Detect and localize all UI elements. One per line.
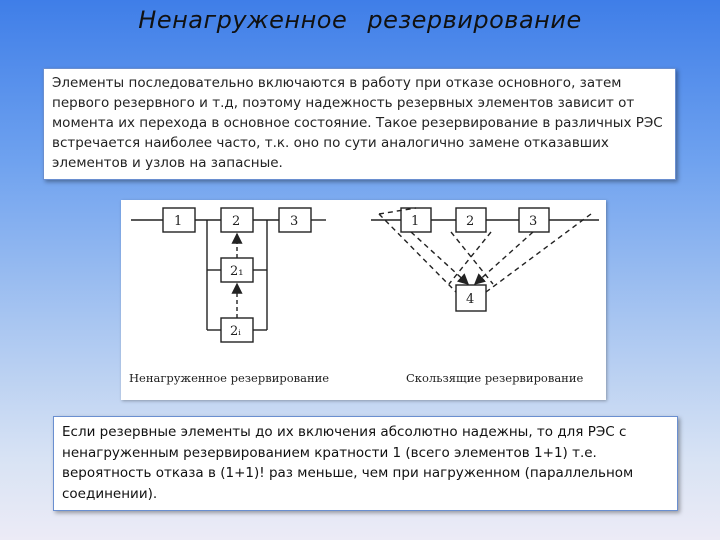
intro-text-box — [43, 68, 676, 180]
right-diagram-caption: Скользящие резервирование — [406, 371, 584, 385]
left-diagram-caption: Ненагруженное резервирование — [129, 371, 330, 385]
left-block-2-1-label: 2₁ — [230, 264, 244, 279]
slide-title: Ненагруженное резервирование — [138, 6, 582, 34]
right-diagram — [371, 208, 599, 311]
left-block-3-label: 3 — [290, 214, 299, 229]
diagram-figure — [121, 200, 606, 400]
right-block-4-label: 4 — [466, 292, 475, 307]
left-block-2-label: 2 — [232, 214, 241, 229]
right-block-1-label: 1 — [411, 214, 420, 229]
intro-text: Элементы последовательно включаются в работу при отказе основного, затем первого резервного и т.д, поэтому надежность резервных элементов зависит от момента их перехода в основное состояние. Такое резервирование в различных РЭС встречается наиболее часто, т.к. оно по сути аналогично замене отказавших элементов и узлов на запасные. — [52, 75, 663, 171]
diagram-svg — [121, 200, 606, 400]
conclusion-text-box — [53, 416, 678, 511]
conclusion-text: Если резервные элементы до их включения абсолютно надежны, то для РЭС с ненагруженным резервированием кратности 1 (всего элементов 1+1) т.е. вероятность отказа в (1+1)! раз меньше, чем при нагруженном (параллельном соединении). — [62, 424, 634, 502]
left-block-1-label: 1 — [174, 214, 183, 229]
right-block-3-label: 3 — [529, 214, 538, 229]
left-block-2-i-label: 2ᵢ — [230, 324, 241, 339]
right-block-2-label: 2 — [466, 214, 475, 229]
